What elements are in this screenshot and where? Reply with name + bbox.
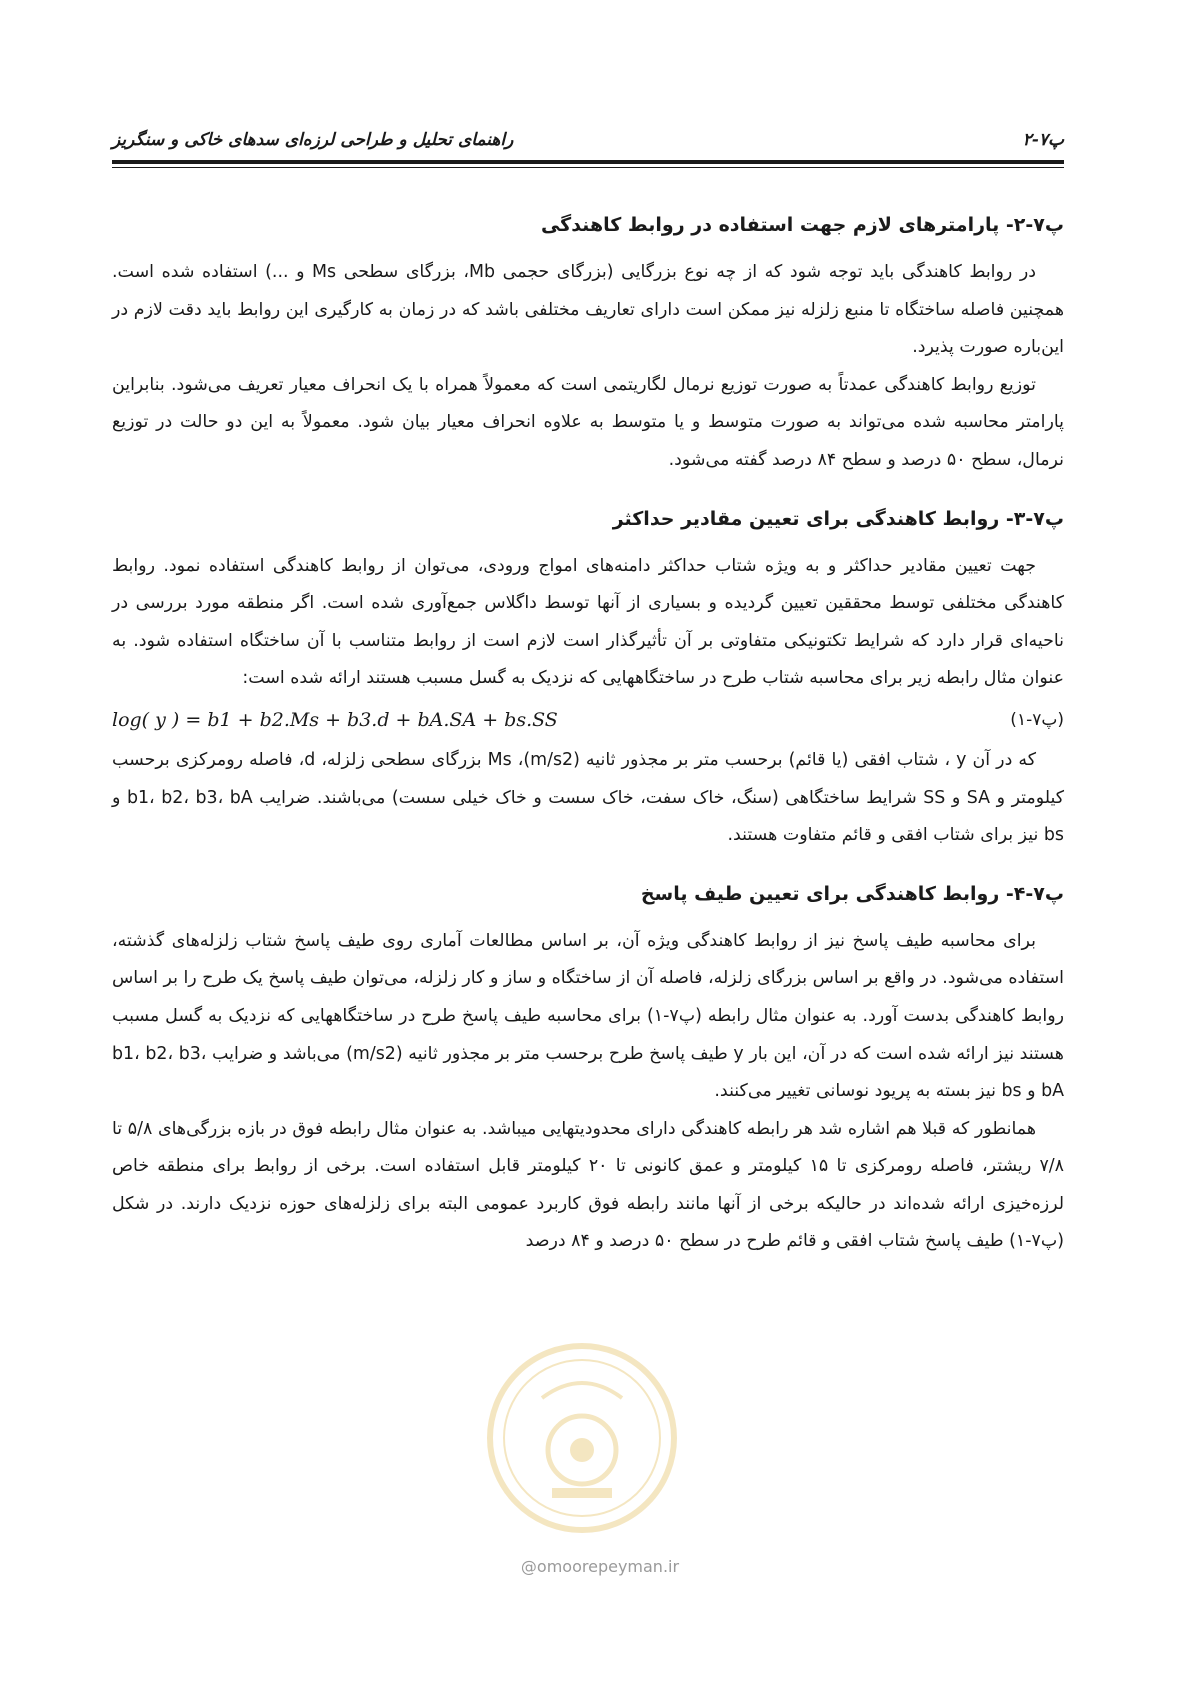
watermark-site-text: omoorepeyman.ir: [536, 1557, 680, 1576]
section-heading: پ۷-۳- روابط کاهندگی برای تعیین مقادیر حداکثر: [612, 507, 1064, 530]
at-icon: @: [520, 1557, 537, 1576]
paragraph: جهت تعیین مقادیر حداکثر و به ویژه شتاب حداکثر دامنه‌های امواج ورودی، می‌توان از روابط کاهندگی استفاده نمود. روابط کاهندگی مختلفی توسط محققین تعیین گردیده و بسیاری از آنها توسط داگلاس جمع‌آوری شده است. اگر منطقه مورد بررسی در ناحیه‌ای قرار دارد که شرایط تکتونیکی متفاوتی بر آن تأثیرگذار است لازم است از روابط متناسب با آن ساختگاه استفاده شود. به عنوان مثال رابطه زیر برای محاسبه شتاب طرح در ساختگاههایی که نزدیک به گسل مسبب هستند ارائه شده است:: [112, 555, 1064, 689]
paragraph: برای محاسبه طیف پاسخ نیز از روابط کاهندگی ویژه آن، بر اساس مطالعات آماری روی طیف پاسخ شتاب زلزله‌های گذشته، استفاده می‌شود. در واقع بر اساس بزرگای زلزله، فاصله آن از ساختگاه و ساز و کار زلزله، می‌توان طیف پاسخ یک طرح را بر اساس روابط کاهندگی بدست آورد. به عنوان مثال رابطه (پ۷-۱) برای محاسبه طیف پاسخ طرح در ساختگاههایی که نزدیک به گسل مسبب هستند نیز ارائه شده است که در آن، این بار y طیف پاسخ طرح برحسب متر بر مجذور ثانیه (m/s2) می‌باشد و ضرایب b1، b2، b3، bA و bs نیز بسته به پریود نوسانی تغییر می‌کنند.: [112, 930, 1064, 1102]
page-number: پ۷-۲: [1022, 130, 1064, 150]
page-body: [112, 210, 1064, 1261]
paragraph: در روابط کاهندگی باید توجه شود که از چه نوع بزرگایی (بزرگای حجمی Mb، بزرگای سطحی Ms و ...) استفاده شده است. همچنین فاصله ساختگاه تا منبع زلزله نیز ممکن است دارای تعاریف مختلفی باشد که در زمان به کارگیری این روابط باید دقت لازم در این‌باره صورت پذیرد.: [112, 262, 1064, 358]
paragraph: همانطور که قبلا هم اشاره شد هر رابطه کاهندگی دارای محدودیتهایی میباشد. به عنوان مثال رابطه فوق در بازه بزرگی‌های ۵/۸ تا ۷/۸ ریشتر، فاصله رومرکزی تا ۱۵ کیلومتر و عمق کانونی تا ۲۰ کیلومتر قابل استفاده است. برخی از روابط برای منطقه خاص لرزه‌خیزی ارائه شده‌اند در حالیکه برخی از آنها مانند رابطه فوق کاربرد عمومی البته برای زلزله‌های حوزه نزدیک دارند. در شکل (پ۷-۱) طیف پاسخ شتاب افقی و قائم طرح در سطح ۵۰ درصد و ۸۴ درصد: [112, 1118, 1064, 1252]
paragraph: که در آن y ، شتاب افقی (یا قائم) برحسب متر بر مجذور ثانیه (m/s2)، Ms بزرگای سطحی زلزله، d، فاصله رومرکزی برحسب کیلومتر و SA و SS شرایط ساختگاهی (سنگ، خاک سفت، خاک سست و خاک خیلی سست) می‌باشند. ضرایب b1، b2، b3، bA و bs نیز برای شتاب افقی و قائم متفاوت هستند.: [112, 749, 1064, 846]
page-header: [112, 128, 1064, 150]
watermark-site: [490, 1557, 710, 1576]
header-rule-thick: [112, 160, 1064, 164]
section-heading: پ۷-۴- روابط کاهندگی برای تعیین طیف پاسخ: [640, 882, 1064, 905]
equation-number: (پ۷-۱): [1010, 709, 1064, 730]
watermark-seal: [482, 1338, 682, 1538]
equation-row: [112, 698, 1064, 742]
attenuation-formula: log( y ) = b1 + b2.Ms + b3.d + bA.SA + bs.SS: [112, 708, 558, 731]
header-rule-thin: [112, 167, 1064, 168]
section-heading: پ۷-۲- پارامترهای لازم جهت استفاده در روابط کاهندگی: [540, 214, 1064, 236]
book-title: راهنمای تحلیل و طراحی لرزه‌ای سدهای خاکی و سنگریز: [112, 130, 514, 150]
paragraph: توزیع روابط کاهندگی عمدتاً به صورت توزیع نرمال لگاریتمی است که معمولاً همراه با یک انحراف معیار تعریف می‌شود. بنابراین پارامتر محاسبه شده می‌تواند به صورت متوسط و یا متوسط به علاوه انحراف معیار بیان شود. معمولاً به این دو حالت در توزیع نرمال، سطح ۵۰ درصد و سطح ۸۴ درصد گفته می‌شود.: [112, 374, 1064, 470]
